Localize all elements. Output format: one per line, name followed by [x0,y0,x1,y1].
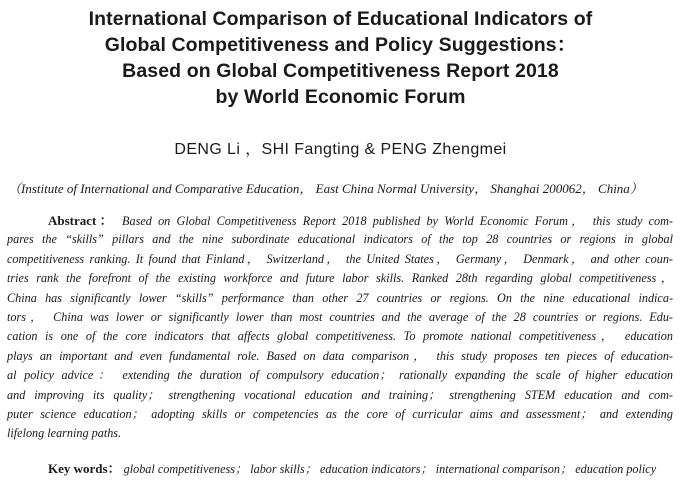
abstract-line [7,211,673,230]
keywords [48,460,678,478]
title-line: International Comparison of Educational Indicators of [88,8,593,30]
abstract-label: Abstract： [48,213,116,228]
abstract-line: competitiveness ranking. It found that Finland， Switzerland， the United States， Germany， Denmark， and other coun- [7,251,673,266]
abstract-line: tors， China was lower or significantly lower than most countries and the average of the 28 countries or regions. Edu- [7,309,673,324]
abstract-line: al policy advice： extending the duration of compulsory education； rationally expanding the scale of higher education [7,368,673,383]
abstract-text: Based on Global Competitiveness Report 2018 published by World Economic Forum， this study com- [122,214,673,228]
author-list: DENG Li ，SHI Fangting & PENG Zhengmei [174,141,507,158]
abstract-line: cation is one of the core indicators that affects global competitiveness. To promote national competitiveness， education [7,329,673,344]
abstract-line: puter science education； adopting skills or competencies as the core of curricular aims and assessment； and extending [7,406,673,421]
abstract-line: tries rank the forefront of the existing workforce and future labor skills. Ranked 28th regarding global competitiveness， [7,271,673,286]
abstract-line: and improving its quality； strengthening vocational education and training； strengthening STEM education and com- [7,387,673,402]
title-line: by World Economic Forum [215,86,466,108]
title-line: Based on Global Competitiveness Report 2018 [122,60,559,82]
abstract-line: lifelong learning paths. [7,426,122,441]
keywords-label: Key words： [48,461,121,476]
paper-title [0,6,681,110]
abstract-line: plays an important and even fundamental role. Based on data comparison， this study proposes ten pieces of education- [7,348,673,363]
abstract-line: pares the “skills” pillars and the nine subordinate educational indicators of the top 28 countries or regions in global [7,232,673,247]
affiliation: （Institute of International and Comparative Education， East China Normal University， Shanghai 200062， China） [8,181,643,196]
title-line: Global Competitiveness and Policy Suggestions： [104,34,577,56]
abstract [7,211,673,444]
keywords-text: global competitiveness； labor skills； education indicators； international comparison； education policy [123,462,657,476]
abstract-line: China has significantly lower “skills” performance than other 27 countries or regions. On the nine educational indica- [7,290,673,305]
